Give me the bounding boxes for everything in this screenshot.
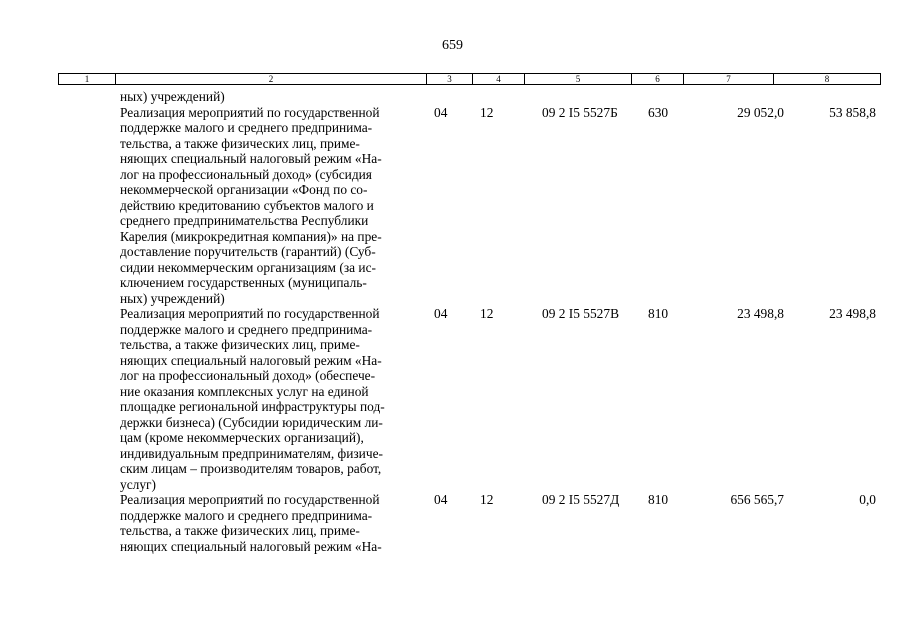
row-description-line: цам (кроме некоммерческих организаций), bbox=[120, 430, 364, 445]
section-code: 04 bbox=[434, 306, 448, 321]
page-number: 659 bbox=[442, 38, 463, 53]
col-num-1: 1 bbox=[59, 74, 116, 85]
row-description-line: Реализация мероприятий по государственной bbox=[120, 306, 380, 321]
section-code: 04 bbox=[434, 104, 448, 120]
subsection-code: 12 bbox=[480, 306, 494, 321]
row-description-line: доставление поручительств (гарантий) (Суб- bbox=[120, 244, 376, 259]
section-code: 04 bbox=[434, 492, 448, 507]
column-number-header bbox=[58, 73, 881, 85]
target-article-code: 09 2 I5 5527В bbox=[542, 306, 619, 321]
amount-year-1: 656 565,7 bbox=[730, 492, 784, 507]
expense-type-code: 810 bbox=[648, 492, 669, 507]
row-description-line: ским лицам – производителям товаров, работ, bbox=[120, 461, 382, 476]
col-num-8: 8 bbox=[774, 74, 881, 85]
row-description-line: услуг) bbox=[120, 476, 156, 492]
row-description-line: ных) учреждений) bbox=[120, 290, 225, 306]
row-description-line: индивидуальным предпринимателям, физиче- bbox=[120, 445, 383, 461]
amount-year-1: 29 052,0 bbox=[737, 104, 784, 120]
expense-type-code: 810 bbox=[648, 306, 669, 321]
row-description-line: ние оказания комплексных услуг на единой bbox=[120, 383, 369, 399]
continuation-line: ных) учреждений) bbox=[120, 89, 225, 104]
expense-type-code: 630 bbox=[648, 104, 669, 120]
row-description-line: тельства, а также физических лиц, приме- bbox=[120, 135, 360, 151]
subsection-code: 12 bbox=[480, 104, 494, 120]
col-num-6: 6 bbox=[632, 74, 684, 85]
col-num-7: 7 bbox=[684, 74, 774, 85]
target-article-code: 09 2 I5 5527Д bbox=[542, 492, 620, 507]
row-description-line: ключением государственных (муниципаль- bbox=[120, 275, 367, 290]
col-num-5: 5 bbox=[525, 74, 632, 85]
row-description-line: держки бизнеса) (Субсидии юридическим ли- bbox=[120, 414, 383, 430]
row-description-line: поддержке малого и среднего предпринима- bbox=[120, 321, 373, 337]
row-description-line: поддержке малого и среднего предпринима- bbox=[120, 120, 373, 135]
row-description-line: лог на профессиональный доход» (обеспече- bbox=[120, 368, 376, 383]
row-description-line: поддержке малого и среднего предпринима- bbox=[120, 507, 373, 523]
amount-year-2: 53 858,8 bbox=[829, 104, 876, 120]
row-description-line: Реализация мероприятий по государственной bbox=[120, 492, 380, 507]
row-description-line: лог на профессиональный доход» (субсидия bbox=[120, 166, 372, 182]
amount-year-2: 23 498,8 bbox=[829, 306, 876, 321]
amount-year-2: 0,0 bbox=[859, 492, 876, 507]
row-description-line: тельства, а также физических лиц, приме- bbox=[120, 523, 360, 538]
row-description-line: няющих специальный налоговый режим «На- bbox=[120, 151, 382, 166]
amount-year-1: 23 498,8 bbox=[737, 306, 784, 321]
row-description-line: Реализация мероприятий по государственной bbox=[120, 104, 380, 120]
row-description-line: сидии некоммерческим организациям (за ис- bbox=[120, 259, 376, 275]
row-description-line: Карелия (микрокредитная компания)» на пре- bbox=[120, 228, 382, 244]
col-num-2: 2 bbox=[116, 74, 427, 85]
subsection-code: 12 bbox=[480, 492, 494, 507]
row-description-line: действию кредитованию субъектов малого и bbox=[120, 197, 374, 213]
row-description-line: няющих специальный налоговый режим «На- bbox=[120, 538, 382, 554]
row-description-line: тельства, а также физических лиц, приме- bbox=[120, 337, 360, 352]
col-num-4: 4 bbox=[473, 74, 525, 85]
row-description-line: няющих специальный налоговый режим «На- bbox=[120, 352, 382, 368]
row-description-line: площадке региональной инфраструктуры под- bbox=[120, 399, 385, 414]
col-num-3: 3 bbox=[427, 74, 473, 85]
target-article-code: 09 2 I5 5527Б bbox=[542, 104, 618, 120]
row-description-line: среднего предпринимательства Республики bbox=[120, 213, 369, 228]
row-description-line: некоммерческой организации «Фонд по со- bbox=[120, 182, 368, 197]
